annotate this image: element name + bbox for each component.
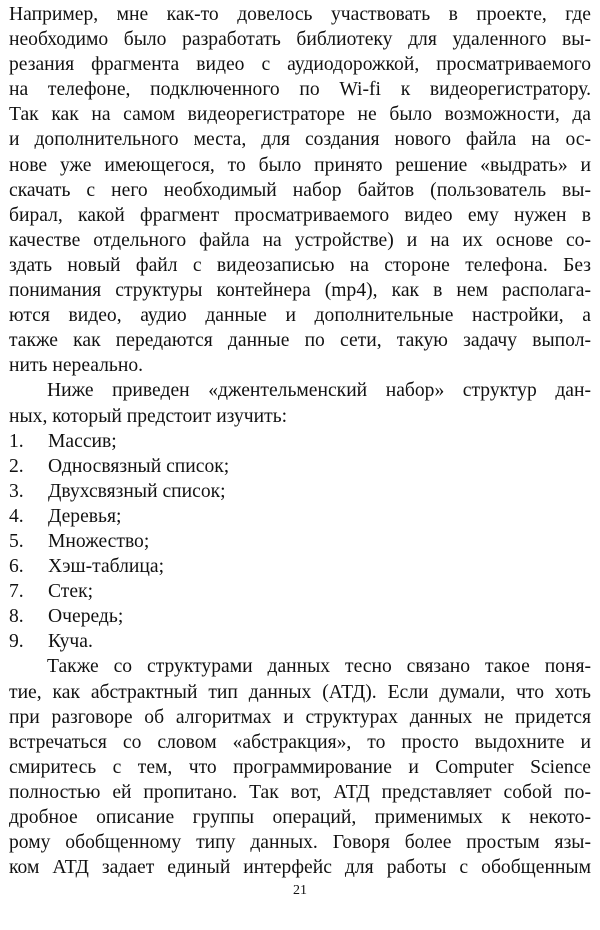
list-item: [9, 504, 591, 529]
text-line: резания фрагмента видео с аудиодорожкой, просматриваемого: [9, 54, 591, 76]
list-item-text: Двухсвязный список;: [48, 480, 226, 502]
list-item: [9, 429, 591, 454]
text-line: нить нереально.: [9, 355, 144, 377]
list-item-text: Стек;: [48, 581, 94, 603]
text-line: полностью ей пропитано. Так вот, АТД представляет собой по-: [9, 781, 591, 803]
list-item: [9, 629, 591, 654]
text-line: ются видео, аудио данные и дополнительные настройки, а: [9, 305, 591, 327]
text-line: встречаться со словом «абстракция», то просто выдохните и: [9, 731, 591, 753]
text-line: необходимо было разработать библиотеку для удаленного вы-: [9, 29, 591, 51]
list-item-number: 3.: [9, 480, 24, 502]
list-item-text: Множество;: [48, 530, 150, 552]
list-item-text: Очередь;: [48, 606, 124, 628]
list-item-number: 2.: [9, 455, 24, 477]
text-line: Например, мне как-то довелось участвовать в проекте, где: [9, 4, 591, 25]
list-item-text: Деревья;: [48, 505, 122, 527]
list-item: [9, 579, 591, 604]
list-item-text: Куча.: [48, 631, 93, 653]
list-item-number: 4.: [9, 505, 24, 527]
text-line: тие, как абстрактный тип данных (АТД). Если думали, что хоть: [9, 681, 591, 703]
text-line: рому обобщенному типу данных. Говоря более простым язы-: [9, 832, 591, 854]
list-item: [9, 529, 591, 554]
text-line: также как передаются данные по сети, такую задачу выпол-: [9, 330, 591, 352]
list-item-number: 9.: [9, 631, 24, 653]
page-body: [9, 2, 591, 880]
list-item: [9, 604, 591, 629]
text-line: качестве отдельного файла на устройстве) и на их основе со-: [9, 229, 591, 251]
text-line: Так как на самом видеорегистраторе не было возможности, да: [9, 104, 591, 126]
list-item-text: Односвязный список;: [48, 455, 230, 477]
paragraph-project-example: [9, 2, 591, 378]
text-line: понимания структуры контейнера (mp4), как в нем располага-: [9, 280, 591, 302]
data-structures-list: [9, 429, 591, 655]
list-item: [9, 479, 591, 504]
list-item: [9, 454, 591, 479]
text-line: смиритесь с тем, что программирование и Computer Science: [9, 756, 591, 778]
text-line: Ниже приведен «джентельменский набор» структур дан-: [47, 380, 591, 402]
text-line: Также со структурами данных тесно связано такое поня-: [47, 656, 591, 678]
text-line: при разговоре об алгоритмах и структурах данных не придется: [9, 706, 591, 728]
paragraph-data-structures-intro: [9, 378, 591, 428]
list-item-number: 8.: [9, 606, 24, 628]
list-item-number: 1.: [9, 430, 24, 452]
list-item-text: Хэш-таблица;: [48, 556, 165, 578]
paragraph-abstract-data-type: [9, 654, 591, 880]
list-item-number: 6.: [9, 556, 24, 578]
list-item-number: 7.: [9, 581, 24, 603]
list-item-number: 5.: [9, 530, 24, 552]
list-item: [9, 554, 591, 579]
text-line: ных, который предстоит изучить:: [9, 405, 288, 427]
list-item-text: Массив;: [48, 430, 117, 452]
text-line: нове уже имеющегося, то было принято решение «выдрать» и: [9, 154, 591, 176]
text-line: дробное описание группы операций, применимых к некото-: [9, 807, 591, 828]
page-number: 21: [293, 883, 307, 898]
text-line: и дополнительного места, для создания нового файла на ос-: [9, 129, 591, 151]
text-line: ком АТД задает единый интерфейс для работы с обобщенным: [9, 857, 591, 879]
text-line: скачать с него необходимый набор байтов (пользователь вы-: [9, 179, 591, 201]
text-line: бирал, какой фрагмент просматриваемого видео ему нужен в: [9, 204, 591, 226]
text-line: здать новый файл с видеозаписью на стороне телефона. Без: [9, 254, 591, 276]
text-line: на телефоне, подключенного по Wi-fi к видеорегистратору.: [9, 79, 591, 101]
